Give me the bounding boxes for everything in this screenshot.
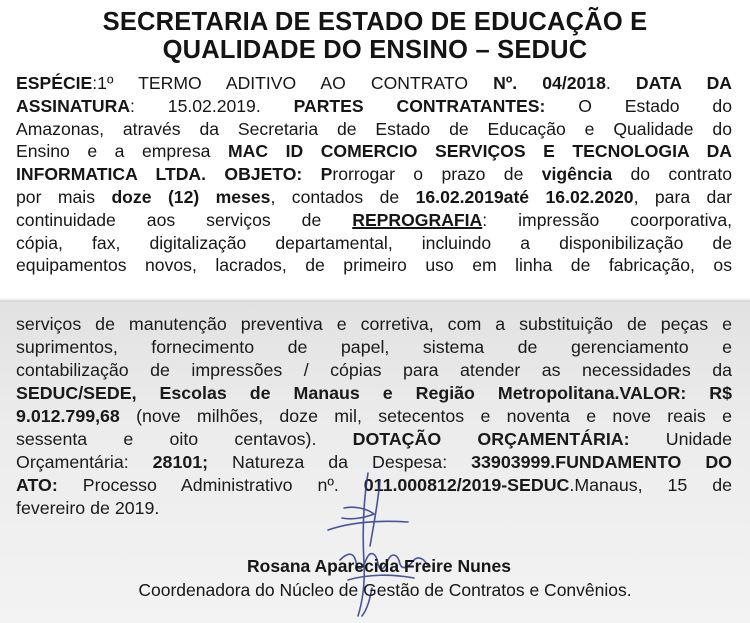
company-name: MAC ID COMERCIO SERVIÇOS E TECNOLOGIA DA bbox=[227, 141, 732, 162]
text-line: Ensino e a empresa MAC ID COMERCIO SERVIÇOS E TECNOLOGIA DA bbox=[16, 141, 732, 162]
contract-paragraph-bottom bbox=[16, 313, 732, 520]
contract-value: 9.012.799,68 bbox=[16, 406, 120, 426]
text-line: ASSINATURA: 15.02.2019. PARTES CONTRATANTES: O Estado do bbox=[16, 95, 732, 116]
text-line: Orçamentária: 28101; Natureza da Despesa: 33903999.FUNDAMENTO DO bbox=[16, 452, 733, 472]
dotacao-label: DOTAÇÃO ORÇAMENTÁRIA: bbox=[352, 429, 630, 449]
text-line: serviços de manutenção preventiva e corretiva, com a substituição de peças e bbox=[16, 314, 732, 334]
process-number: 011.000812/2019-SEDUC bbox=[363, 475, 570, 495]
text-line: cópia, fax, digitalização departamental, incluindo a disponibilização de bbox=[16, 232, 732, 253]
text-line: Amazonas, através da Secretaria de Estado de Educação e Qualidade do bbox=[16, 118, 732, 139]
validity-dates: 16.02.2019até 16.02.2020 bbox=[415, 186, 634, 207]
text-line: por mais doze (12) meses, contados de 16.02.2019até 16.02.2020, para dar bbox=[16, 186, 732, 207]
text-line: ESPÉCIE:1º TERMO ADITIVO AO CONTRATO Nº. 04/2018. DATA DA bbox=[16, 73, 732, 93]
text-line: ATO: Processo Administrativo nº. 011.000812/2019-SEDUC.Manaus, 15 de bbox=[16, 475, 733, 495]
contract-paragraph-top bbox=[16, 72, 732, 277]
page-title-line-2: QUALIDADE DO ENSINO – SEDUC bbox=[162, 36, 588, 64]
text-line: sessenta e oito centavos). DOTAÇÃO ORÇAMENTÁRIA: Unidade bbox=[16, 429, 732, 449]
text-line: equipamentos novos, lacrados, de primeiro uso em linha de fabricação, os bbox=[16, 255, 732, 276]
especie-label: ESPÉCIE bbox=[16, 73, 93, 93]
page-title-line-1: SECRETARIA DE ESTADO DE EDUCAÇÃO E bbox=[102, 8, 648, 36]
signing-date: : 15.02.2019. bbox=[130, 95, 294, 116]
signatory-name: Rosana Aparecida Freire Nunes bbox=[247, 556, 511, 576]
text-line bbox=[16, 382, 732, 405]
text-line: 9.012.799,68 (nove milhões, doze mil, setecentos e noventa e nove reais e bbox=[16, 406, 732, 426]
text-line: fevereiro de 2019. bbox=[16, 498, 160, 518]
text-line: contabilização de impressões / cópias para atender as necessidades da bbox=[16, 360, 732, 380]
text-line: suprimentos, fornecimento de papel, sistema de gerenciamento e bbox=[16, 337, 732, 357]
service-type: REPROGRAFIA bbox=[352, 209, 483, 230]
objeto-label: OBJETO: P bbox=[224, 164, 333, 185]
text-line: continuidade aos serviços de REPROGRAFIA: impressão coorporativa, bbox=[16, 209, 732, 230]
text-line: INFORMATICA LTDA. OBJETO: Prorrogar o prazo de vigência do contrato bbox=[16, 164, 733, 185]
contract-number: Nº. 04/2018 bbox=[493, 73, 606, 93]
value-label: SEDUC/SEDE, Escolas de Manaus e Região Metropolitana.VALOR: R$ bbox=[16, 383, 732, 403]
signatory-role: Coordenadora do Núcleo de Gestão de Contratos e Convênios. bbox=[138, 580, 632, 600]
